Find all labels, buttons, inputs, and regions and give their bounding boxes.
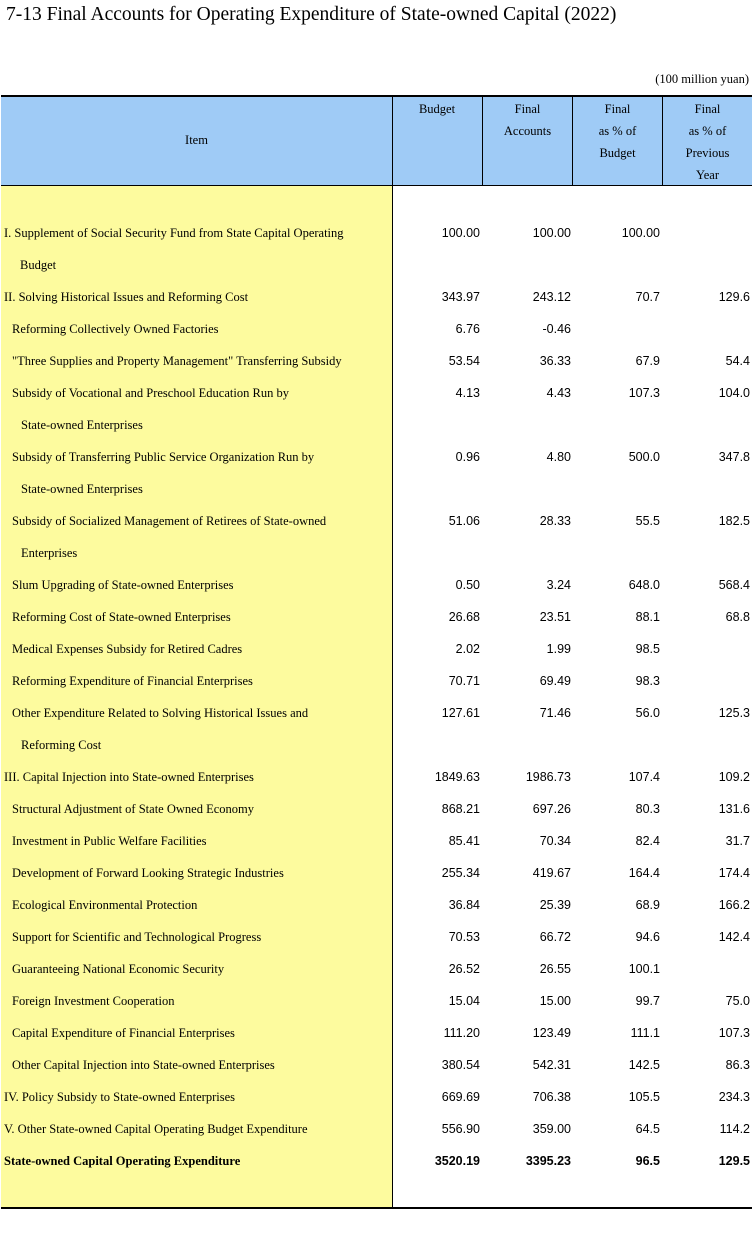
pct-prev-cell: 125.3	[718, 706, 750, 720]
final-accounts-cell: 28.33	[539, 514, 571, 528]
final-accounts-cell: 66.72	[539, 930, 571, 944]
pct-budget-cell: 80.3	[635, 802, 660, 816]
header-final-accounts-label: Final Accounts	[503, 102, 552, 138]
pct-prev-cell: 142.4	[718, 930, 750, 944]
column-divider	[572, 95, 573, 185]
pct-budget-cell: 100.00	[621, 226, 660, 240]
row-label: Slum Upgrading of State-owned Enterprises	[12, 578, 234, 592]
row-label: Reforming Collectively Owned Factories	[12, 322, 219, 336]
budget-cell: 380.54	[441, 1058, 480, 1072]
row-label: Reforming Cost of State-owned Enterprises	[12, 610, 231, 624]
row-label-continuation: State-owned Enterprises	[21, 482, 143, 496]
row-label: II. Solving Historical Issues and Reforming Cost	[4, 290, 249, 304]
final-accounts-cell: 71.46	[539, 706, 571, 720]
row-label-continuation: Budget	[20, 258, 57, 272]
budget-cell: 26.52	[448, 962, 480, 976]
pct-prev-cell: 129.5	[718, 1154, 750, 1168]
row-label: III. Capital Injection into State-owned Enterprises	[4, 770, 254, 784]
row-label: Subsidy of Transferring Public Service Organization Run by	[12, 450, 315, 464]
row-label: Other Expenditure Related to Solving Historical Issues and	[12, 706, 309, 720]
final-accounts-cell: 100.00	[532, 226, 571, 240]
final-accounts-cell: 69.49	[539, 674, 571, 688]
pct-prev-cell: 347.8	[718, 450, 750, 464]
budget-cell: 100.00	[441, 226, 480, 240]
pct-budget-cell: 96.5	[635, 1154, 660, 1168]
row-label: IV. Policy Subsidy to State-owned Enterprises	[4, 1090, 235, 1104]
budget-cell: 111.20	[443, 1026, 480, 1040]
final-accounts-cell: 243.12	[532, 290, 571, 304]
table-title: 7-13 Final Accounts for Operating Expenditure of State-owned Capital (2022)	[6, 4, 617, 25]
pct-prev-cell: 182.5	[718, 514, 750, 528]
pct-budget-cell: 107.4	[628, 770, 660, 784]
pct-budget-cell: 88.1	[635, 610, 660, 624]
pct-budget-cell: 98.3	[635, 674, 660, 688]
budget-cell: 26.68	[448, 610, 480, 624]
final-accounts-cell: 3.24	[546, 578, 571, 592]
header-item	[1, 95, 392, 185]
pct-prev-cell: 174.4	[718, 866, 750, 880]
pct-budget-cell: 94.6	[635, 930, 660, 944]
budget-cell: 70.71	[448, 674, 480, 688]
header-final-pct-prev-label: Final as % of Previous Year	[685, 102, 730, 182]
pct-budget-cell: 70.7	[635, 290, 660, 304]
budget-cell: 2.02	[455, 642, 480, 656]
row-label-continuation: State-owned Enterprises	[21, 418, 143, 432]
pct-prev-cell: 104.0	[718, 386, 750, 400]
budget-cell: 255.34	[441, 866, 480, 880]
budget-cell: 85.41	[448, 834, 480, 848]
budget-cell: 6.76	[455, 322, 480, 336]
pct-budget-cell: 648.0	[628, 578, 660, 592]
final-accounts-cell: 706.38	[532, 1090, 571, 1104]
row-label: Medical Expenses Subsidy for Retired Cadres	[12, 642, 243, 656]
budget-cell: 127.61	[441, 706, 480, 720]
table-top-border	[1, 95, 752, 97]
row-label: Ecological Environmental Protection	[12, 898, 198, 912]
column-divider	[662, 95, 663, 185]
row-label-continuation: Enterprises	[21, 546, 78, 560]
column-divider	[482, 95, 483, 185]
pct-budget-cell: 56.0	[635, 706, 660, 720]
budget-cell: 1849.63	[434, 770, 480, 784]
row-label: Subsidy of Vocational and Preschool Education Run by	[12, 386, 289, 400]
row-label: Development of Forward Looking Strategic Industries	[12, 866, 284, 880]
row-label: Support for Scientific and Technological Progress	[12, 930, 262, 944]
final-accounts-cell: 26.55	[539, 962, 571, 976]
pct-budget-cell: 55.5	[635, 514, 660, 528]
pct-prev-cell: 166.2	[718, 898, 750, 912]
final-accounts-cell: 70.34	[539, 834, 571, 848]
pct-budget-cell: 105.5	[628, 1090, 660, 1104]
row-label: Structural Adjustment of State Owned Economy	[12, 802, 254, 816]
header-final-accounts	[483, 95, 572, 185]
budget-cell: 669.69	[441, 1090, 480, 1104]
budget-cell: 15.04	[448, 994, 480, 1008]
pct-budget-cell: 100.1	[628, 962, 660, 976]
pct-budget-cell: 67.9	[635, 354, 660, 368]
budget-cell: 51.06	[448, 514, 480, 528]
final-accounts-cell: 697.26	[532, 802, 571, 816]
pct-budget-cell: 142.5	[628, 1058, 660, 1072]
final-accounts-cell: 15.00	[539, 994, 571, 1008]
pct-budget-cell: 64.5	[635, 1122, 660, 1136]
row-label: I. Supplement of Social Security Fund from State Capital Operating	[4, 226, 344, 240]
pct-budget-cell: 68.9	[635, 898, 660, 912]
final-accounts-cell: -0.46	[542, 322, 571, 336]
final-accounts-cell: 23.51	[539, 610, 571, 624]
row-label-continuation: Reforming Cost	[21, 738, 102, 752]
pct-prev-cell: 75.0	[725, 994, 750, 1008]
row-label: Other Capital Injection into State-owned Enterprises	[12, 1058, 275, 1072]
pct-budget-cell: 107.3	[628, 386, 660, 400]
row-label: "Three Supplies and Property Management" Transferring Subsidy	[12, 354, 342, 368]
final-accounts-cell: 1986.73	[525, 770, 571, 784]
header-final-pct-budget	[573, 95, 662, 185]
pct-budget-cell: 500.0	[628, 450, 660, 464]
row-label: V. Other State-owned Capital Operating Budget Expenditure	[4, 1122, 308, 1136]
data-table	[0, 95, 753, 1209]
header-final-pct-prev	[663, 95, 752, 185]
header-item-label: Item	[185, 133, 208, 147]
pct-prev-cell: 68.8	[725, 610, 750, 624]
pct-prev-cell: 107.3	[718, 1026, 750, 1040]
pct-prev-cell: 129.6	[718, 290, 750, 304]
pct-prev-cell: 234.3	[718, 1090, 750, 1104]
pct-budget-cell: 98.5	[635, 642, 660, 656]
header-budget	[392, 95, 482, 185]
final-accounts-cell: 4.80	[546, 450, 571, 464]
pct-budget-cell: 111.1	[630, 1026, 660, 1040]
budget-cell: 70.53	[448, 930, 480, 944]
final-accounts-cell: 542.31	[532, 1058, 571, 1072]
header-divider	[1, 185, 752, 186]
budget-cell: 868.21	[441, 802, 480, 816]
pct-prev-cell: 54.4	[725, 354, 750, 368]
final-accounts-cell: 36.33	[539, 354, 571, 368]
budget-cell: 0.50	[455, 578, 480, 592]
budget-cell: 4.13	[455, 386, 480, 400]
pct-budget-cell: 82.4	[635, 834, 660, 848]
final-accounts-cell: 419.67	[532, 866, 571, 880]
row-label: Capital Expenditure of Financial Enterprises	[12, 1026, 235, 1040]
final-accounts-cell: 123.49	[532, 1026, 571, 1040]
header-final-pct-budget-label: Final as % of Budget	[598, 102, 637, 160]
final-accounts-cell: 4.43	[546, 386, 571, 400]
row-label: Investment in Public Welfare Facilities	[12, 834, 207, 848]
final-accounts-cell: 359.00	[532, 1122, 571, 1136]
pct-prev-cell: 86.3	[725, 1058, 750, 1072]
row-label: State-owned Capital Operating Expenditure	[4, 1154, 241, 1168]
budget-cell: 0.96	[455, 450, 480, 464]
final-accounts-cell: 1.99	[546, 642, 571, 656]
pct-prev-cell: 131.6	[718, 802, 750, 816]
row-label: Guaranteeing National Economic Security	[12, 962, 225, 976]
budget-cell: 343.97	[441, 290, 480, 304]
budget-cell: 3520.19	[434, 1154, 480, 1168]
pct-prev-cell: 31.7	[725, 834, 750, 848]
budget-cell: 556.90	[441, 1122, 480, 1136]
budget-cell: 53.54	[448, 354, 480, 368]
pct-prev-cell: 568.4	[718, 578, 750, 592]
row-label: Reforming Expenditure of Financial Enterprises	[12, 674, 253, 688]
table-bottom-border	[1, 1207, 752, 1209]
pct-prev-cell: 109.2	[718, 770, 750, 784]
final-accounts-cell: 3395.23	[525, 1154, 571, 1168]
pct-budget-cell: 99.7	[635, 994, 660, 1008]
pct-budget-cell: 164.4	[628, 866, 660, 880]
row-label: Subsidy of Socialized Management of Retirees of State-owned	[12, 514, 327, 528]
row-label: Foreign Investment Cooperation	[12, 994, 175, 1008]
header-budget-label: Budget	[418, 102, 456, 116]
pct-prev-cell: 114.2	[719, 1122, 750, 1136]
final-accounts-cell: 25.39	[539, 898, 571, 912]
unit-note: (100 million yuan)	[655, 72, 749, 86]
budget-cell: 36.84	[448, 898, 480, 912]
